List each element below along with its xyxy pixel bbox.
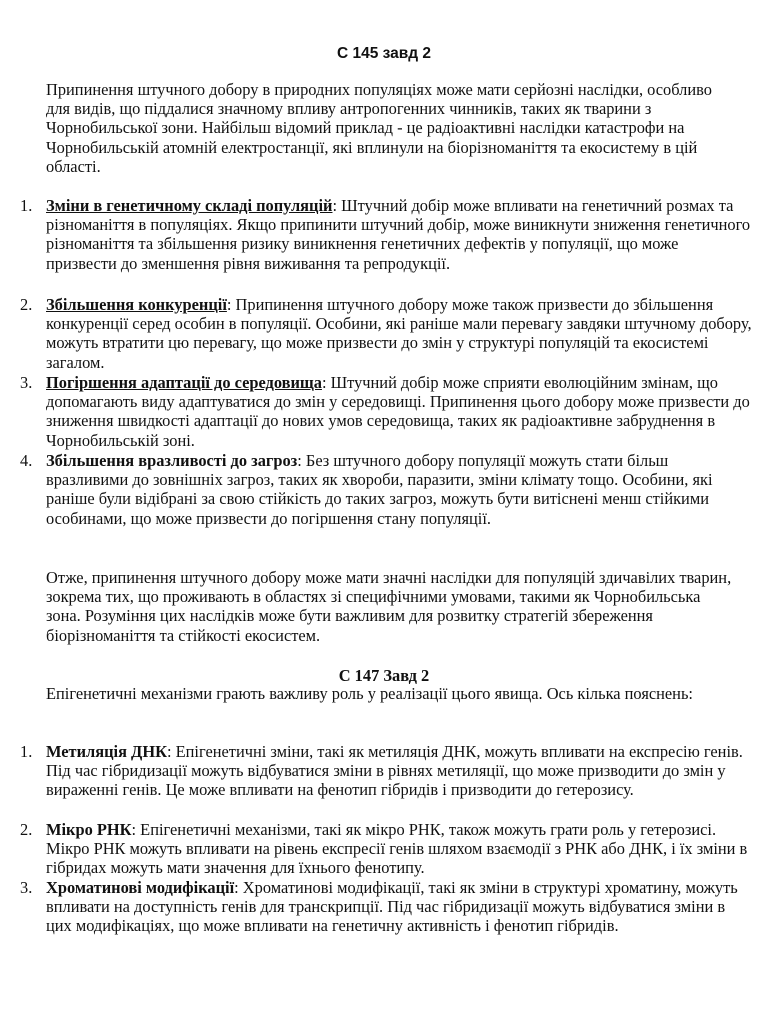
list-text: : Штучний добір може сприяти еволюційним змінам, що допомагають виду адаптуватися до змін у середовищі. Припинення цього добору може призвести до зниження швидкості адаптації до нових умов середовища, таких як радіоактивне забруднення в Чорнобильській зоні. bbox=[46, 373, 750, 450]
list-number: 3. bbox=[20, 373, 33, 392]
section1-intro: Припинення штучного добору в природних популяціях може мати серйозні наслідки, особливо для видів, що піддалися значному впливу антропогенних чинників, таких як тварини з Чорнобильської зони. Найбільш відомий приклад - це радіоактивні наслідки катастрофи на Чорнобильській атомній електростанції, які вплинули на біорізноманіття та екосистему в цій області. bbox=[46, 80, 712, 176]
list-item bbox=[20, 742, 752, 820]
section2-title: С 147 Завд 2 bbox=[338, 666, 430, 685]
list-item bbox=[20, 295, 752, 373]
list-item bbox=[20, 373, 752, 451]
section1-conclusion: Отже, припинення штучного добору може мати значні наслідки для популяцій здичавілих тварин, зокрема тих, що проживають в областях зі специфічними умовами, такими як Чорнобильська зона. Розуміння цих наслідків може бути важливим для розвитку стратегій збереження біорізноманіття та стійкості екосистем. bbox=[46, 568, 732, 645]
list-number: 4. bbox=[20, 451, 33, 470]
list-text: : Епігенетичні механізми, такі як мікро РНК, також можуть грати роль у гетерозисі. Мікро РНК можуть впливати на рівень експресії генів шляхом взаємодії з РНК або ДНК, і їх зміни в гібридах можуть мати значення для їхнього фенотипу. bbox=[46, 820, 748, 878]
list-number: 1. bbox=[20, 742, 33, 761]
section1-title: С 145 завд 2 bbox=[336, 45, 432, 62]
list-term: Зміни в генетичному складі популяцій bbox=[46, 196, 333, 215]
list-term: Мікро РНК bbox=[46, 820, 132, 839]
list-text: : Без штучного добору популяції можуть стати більш вразливими до зовнішніх загроз, таких як хвороби, паразити, зміни клімату тощо. Особини, які раніше були відібрані за свою стійкість до таких загроз, можуть бути витіснені менш стійкими особинами, що може призвести до погіршення стану популяції. bbox=[46, 451, 713, 528]
list-term: Хроматинові модифікації bbox=[46, 878, 235, 897]
list-term: Збільшення конкуренції bbox=[46, 295, 227, 314]
section2-list bbox=[0, 742, 752, 956]
list-item bbox=[20, 451, 752, 529]
list-item bbox=[20, 820, 752, 878]
section1-list bbox=[0, 196, 752, 529]
list-number: 2. bbox=[20, 295, 33, 314]
list-text: : Епігенетичні зміни, такі як метиляція ДНК, можуть впливати на експресію генів. Під час гібридизації можуть відбуватися зміни в рівнях метиляції, що може призводити до змін у вираженні генів. Це може впливати на фенотип гібридів і призводити до гетерозису. bbox=[46, 742, 743, 800]
list-number: 1. bbox=[20, 196, 33, 215]
list-number: 3. bbox=[20, 878, 33, 897]
list-term: Метиляція ДНК bbox=[46, 742, 167, 761]
list-number: 2. bbox=[20, 820, 33, 839]
list-item bbox=[20, 878, 752, 956]
list-item bbox=[20, 196, 752, 295]
list-text: : Штучний добір може впливати на генетичний розмах та різноманіття в популяціях. Якщо припинити штучний добір, може виникнути зниження генетичного різноманіття та збільшення ризику виникнення генетичних дефектів у популяції, що може призвести до зменшення рівня виживання та репродукції. bbox=[46, 196, 751, 273]
list-text: : Припинення штучного добору може також призвести до збільшення конкуренції серед особин в популяції. Особини, які раніше мали перевагу завдяки штучному добору, можуть втратити цю перевагу, що може призвести до змін у структурі популяцій та екосистемі загалом. bbox=[46, 295, 752, 372]
section2-intro: Епігенетичні механізми грають важливу роль у реалізації цього явища. Ось кілька пояснень: bbox=[46, 684, 693, 703]
list-term: Збільшення вразливості до загроз bbox=[46, 451, 298, 470]
list-text: : Хроматинові модифікації, такі як зміни в структурі хроматину, можуть впливати на доступність генів для транскрипції. Під час гібридизації можуть відбуватися зміни в цих модифікаціях, що може впливати на генетичну активність і фенотип гібридів. bbox=[46, 878, 738, 936]
list-term: Погіршення адаптації до середовища bbox=[46, 373, 322, 392]
